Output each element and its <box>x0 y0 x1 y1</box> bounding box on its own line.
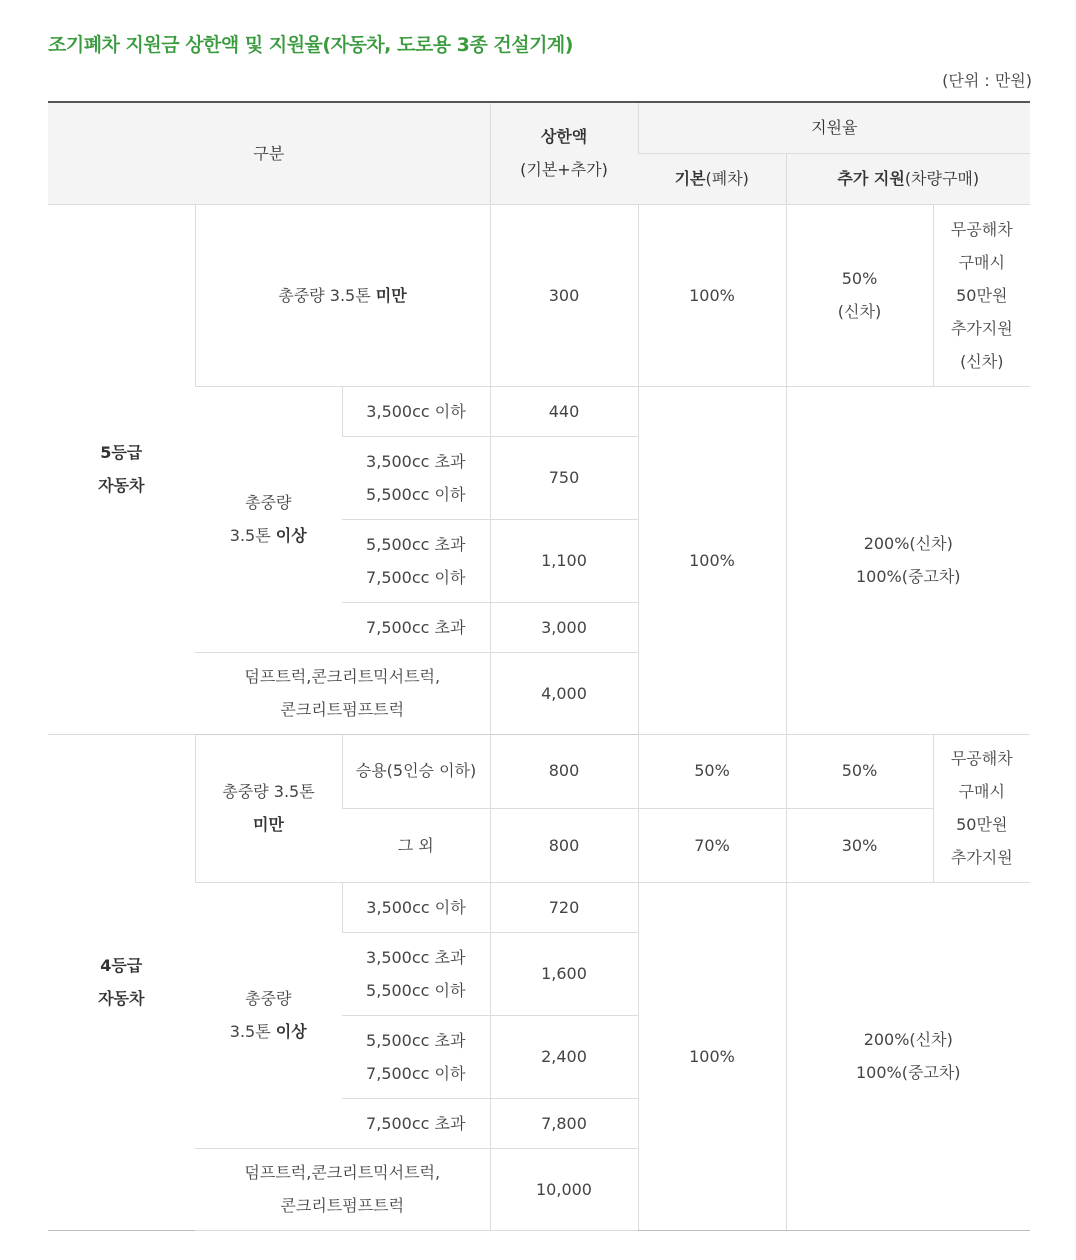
grade4-label-line1: 4등급 <box>100 956 143 975</box>
grade4-over35-label <box>195 882 342 1148</box>
grade4-cc-limit: 720 <box>490 882 638 932</box>
grade4-label <box>48 734 195 1230</box>
grade4-over35-extra-line1: 200%(신차) <box>863 1030 953 1049</box>
grade4-cc: 3,500cc 이하 <box>342 882 490 932</box>
grade5-over35-pre: 3.5톤 <box>229 526 276 545</box>
grade5-over35-bold: 이상 <box>275 526 307 545</box>
grade4-over35-extra <box>786 882 1030 1230</box>
grade5-under35-label <box>195 204 490 386</box>
grade4-type-extra: 30% <box>786 808 933 882</box>
grade4-over35-base: 100% <box>638 882 786 1230</box>
grade4-type-base: 70% <box>638 808 786 882</box>
cc-line2: 5,500cc 이하 <box>366 980 466 1000</box>
cc-line2: 5,500cc 이하 <box>366 484 466 504</box>
special-line2: 콘크리트펌프트럭 <box>280 1196 405 1215</box>
grade5-cc: 3,500cc 이하 <box>342 386 490 436</box>
grade5-cc <box>342 519 490 602</box>
grade4-type: 승용(5인승 이하) <box>342 734 490 808</box>
grade4-type-extra: 50% <box>786 734 933 808</box>
grade4-under35-bold: 미만 <box>253 814 284 834</box>
grade5-bonus <box>933 204 1030 386</box>
grade4-type-limit: 800 <box>490 734 638 808</box>
unit-note: (단위 : 만원) <box>942 71 1032 90</box>
grade4-cc: 7,500cc 초과 <box>342 1098 490 1148</box>
grade4-label-line2: 자동차 <box>98 989 145 1008</box>
grade5-cc-limit: 3,000 <box>490 602 638 652</box>
page-title: 조기폐차 지원금 상한액 및 지원율(자동차, 도로용 3종 건설기계) <box>48 34 573 56</box>
grade5-bonus-line: (신차) <box>960 351 1004 371</box>
grade4-special-limit: 10,000 <box>490 1148 638 1230</box>
grade4-under35-label <box>195 734 342 882</box>
grade5-under35-extra <box>786 204 933 386</box>
grade5-bonus-line: 추가지원 <box>950 318 1013 338</box>
grade4-bonus-line: 무공해차 <box>950 748 1013 768</box>
special-line1: 덤프트럭,콘크리트믹서트럭, <box>244 667 441 686</box>
grade4-over35-extra-line2: 100%(중고차) <box>855 1063 961 1082</box>
grade4-type-base: 50% <box>638 734 786 808</box>
grade4-bonus-line: 구매시 <box>958 781 1005 801</box>
limit-header-line1: 상한액 <box>540 127 588 147</box>
table-row <box>48 204 1030 386</box>
grade5-cc-limit: 440 <box>490 386 638 436</box>
grade5-label <box>48 204 195 734</box>
extra-rate-rest: (차량구매) <box>904 169 980 188</box>
subsidy-table <box>48 101 1030 1231</box>
base-rate-header <box>638 153 786 204</box>
rate-header: 지원율 <box>638 102 1030 153</box>
limit-header <box>490 102 638 204</box>
grade4-type-limit: 800 <box>490 808 638 882</box>
cc-line1: 3,500cc 초과 <box>366 451 466 471</box>
grade5-special-label <box>195 652 490 734</box>
grade5-under35-limit: 300 <box>490 204 638 386</box>
extra-rate-bold: 추가 지원 <box>837 169 905 188</box>
grade4-bonus-line: 추가지원 <box>950 847 1013 867</box>
grade5-under35-extra-line1: 50% <box>841 269 878 288</box>
header-row <box>48 102 1030 153</box>
grade5-under35-extra-line2: (신차) <box>837 302 882 321</box>
table-row <box>48 386 1030 436</box>
grade4-over35-line1: 총중량 <box>245 989 292 1008</box>
grade5-cc: 7,500cc 초과 <box>342 602 490 652</box>
grade4-type: 그 외 <box>342 808 490 882</box>
base-rate-bold: 기본 <box>674 169 706 188</box>
grade5-cc <box>342 436 490 519</box>
grade5-over35-label <box>195 386 342 652</box>
cc-line2: 7,500cc 이하 <box>366 1063 466 1083</box>
grade4-over35-bold: 이상 <box>275 1022 307 1041</box>
grade4-cc-limit: 7,800 <box>490 1098 638 1148</box>
base-rate-rest: (폐차) <box>705 169 749 188</box>
grade5-label-line1: 5등급 <box>100 443 143 462</box>
grade5-under35-base: 100% <box>638 204 786 386</box>
grade4-cc <box>342 932 490 1015</box>
grade4-bonus <box>933 734 1030 882</box>
extra-rate-header <box>786 153 1030 204</box>
grade5-over35-extra <box>786 386 1030 734</box>
grade4-over35-pre: 3.5톤 <box>229 1022 276 1041</box>
grade4-cc <box>342 1015 490 1098</box>
grade5-cc-limit: 750 <box>490 436 638 519</box>
grade5-bonus-line: 무공해차 <box>950 219 1013 239</box>
grade4-special-label <box>195 1148 490 1230</box>
special-line1: 덤프트럭,콘크리트믹서트럭, <box>244 1163 441 1182</box>
grade4-under35-line1: 총중량 3.5톤 <box>222 781 315 801</box>
grade4-cc-limit: 2,400 <box>490 1015 638 1098</box>
cc-line2: 7,500cc 이하 <box>366 567 466 587</box>
grade5-label-line2: 자동차 <box>98 476 145 495</box>
grade5-over35-extra-line1: 200%(신차) <box>863 534 953 553</box>
cc-line1: 5,500cc 초과 <box>366 534 466 554</box>
grade5-bonus-line: 구매시 <box>958 252 1005 272</box>
grade5-under35-bold: 미만 <box>375 285 407 305</box>
grade5-special-limit: 4,000 <box>490 652 638 734</box>
grade4-cc-limit: 1,600 <box>490 932 638 1015</box>
table-row <box>48 734 1030 808</box>
grade4-bonus-line: 50만원 <box>956 814 1008 834</box>
grade5-under35-pre: 총중량 3.5톤 <box>278 285 376 305</box>
cc-line1: 5,500cc 초과 <box>366 1030 466 1050</box>
cc-line1: 3,500cc 초과 <box>366 947 466 967</box>
table-row <box>48 882 1030 932</box>
grade5-bonus-line: 50만원 <box>956 285 1008 305</box>
special-line2: 콘크리트펌프트럭 <box>280 700 405 719</box>
limit-header-line2: (기본+추가) <box>520 160 608 180</box>
grade5-over35-line1: 총중량 <box>245 493 292 512</box>
grade5-over35-extra-line2: 100%(중고차) <box>855 567 961 586</box>
grade5-over35-base: 100% <box>638 386 786 734</box>
grade5-cc-limit: 1,100 <box>490 519 638 602</box>
category-header: 구분 <box>48 102 490 204</box>
